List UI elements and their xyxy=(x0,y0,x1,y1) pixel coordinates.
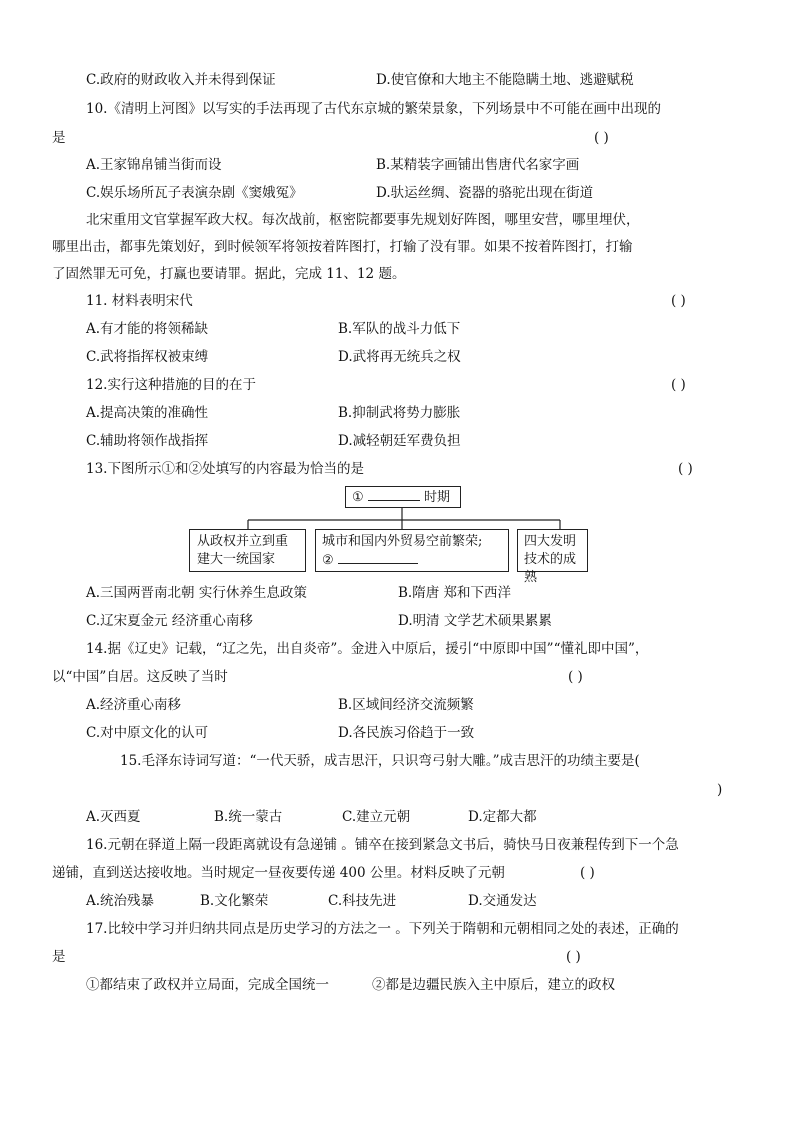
q12-stem: 12.实行这种措施的目的在于 xyxy=(86,377,256,393)
q10-option-a: A.王家锦帛铺当街而设 xyxy=(86,157,222,173)
diagram-box-economy-line1: 城市和国内外贸易空前繁荣; xyxy=(322,534,483,549)
q13-option-c: C.辽宋夏金元 经济重心南移 xyxy=(86,613,253,629)
q11-option-a: A.有才能的将领稀缺 xyxy=(86,321,209,337)
q9-option-d: D.使官僚和大地主不能隐瞒土地、逃避赋税 xyxy=(376,72,634,88)
q10-option-d: D.驮运丝绸、瓷器的骆驼出现在街道 xyxy=(376,185,594,201)
diagram-box-technology-text: 四大发明技术的成熟 xyxy=(524,534,577,585)
q17-stem-line2: 是 xyxy=(52,949,66,965)
q14-stem-line1: 14.据《辽史》记载，“辽之先，出自炎帝”。金进入中原后，援引“中原即中国”“懂礼即中国”， xyxy=(86,641,649,657)
q12-answer-paren: ( ) xyxy=(671,377,686,393)
q11-option-c: C.武将指挥权被束缚 xyxy=(86,349,209,365)
top-period-suffix: 时期 xyxy=(423,490,450,505)
q16-option-b: B.文化繁荣 xyxy=(200,893,269,909)
q16-option-c: C.科技先进 xyxy=(328,893,397,909)
q10-option-b: B.某精装字画铺出售唐代名家字画 xyxy=(376,157,580,173)
q12-option-c: C.辅助将领作战指挥 xyxy=(86,433,209,449)
q13-option-b: B.隋唐 郑和下西洋 xyxy=(398,585,512,601)
blank-1 xyxy=(368,488,420,501)
q10-answer-paren: ( ) xyxy=(594,130,609,146)
q15-option-d: D.定都大都 xyxy=(468,809,537,825)
q17-stem-line1: 17.比较中学习并归纳共同点是历史学习的方法之一 。下列关于隋朝和元朝相同之处的表述，正确的 xyxy=(86,921,679,937)
blank-2-marker: ② xyxy=(322,553,334,568)
diagram-top-box xyxy=(345,486,461,508)
q16-option-a: A.统治残暴 xyxy=(86,893,155,909)
q13-stem: 13.下图所示①和②处填写的内容最为恰当的是 xyxy=(86,461,364,477)
q15-stem: 15.毛泽东诗词写道：“一代天骄，成吉思汗，只识弯弓射大雕。”成吉思汗的功绩主要是( xyxy=(120,753,640,769)
q15-option-c: C.建立元朝 xyxy=(342,809,411,825)
q17-item-1: ①都结束了政权并立局面，完成全国统一 xyxy=(86,977,329,993)
q11-answer-paren: ( ) xyxy=(671,293,686,309)
q15-option-a: A.灭西夏 xyxy=(86,809,141,825)
q16-option-d: D.交通发达 xyxy=(468,893,537,909)
q13-option-a: A.三国两晋南北朝 实行休养生息政策 xyxy=(86,585,307,601)
material-line1: 北宋重用文官掌握军政大权。每次战前，枢密院都要事先规划好阵图，哪里安营，哪里埋伏， xyxy=(86,212,640,228)
material-line3: 了固然罪无可免，打赢也要请罪。据此，完成 11、12 题。 xyxy=(52,266,406,282)
diagram-box-politics-text: 从政权并立到重建大一统国家 xyxy=(197,534,289,567)
q12-option-b: B.抑制武将势力膨胀 xyxy=(338,405,461,421)
q13-answer-paren: ( ) xyxy=(678,461,693,477)
q16-answer-paren: ( ) xyxy=(580,865,595,881)
diagram-top-label xyxy=(352,488,450,507)
diagram-box-politics xyxy=(189,529,306,572)
q10-stem-line2: 是 xyxy=(52,130,66,146)
q12-option-a: A.提高决策的准确性 xyxy=(86,405,209,421)
q11-stem: 11. 材料表明宋代 xyxy=(86,293,193,309)
diagram-box-economy-line2 xyxy=(322,551,418,570)
material-line2: 哪里出击，都事先策划好，到时候领军将领按着阵图打，打输了没有罪。如果不按着阵图打，打输 xyxy=(52,239,633,255)
q11-option-d: D.武将再无统兵之权 xyxy=(338,349,461,365)
q12-option-d: D.减轻朝廷军费负担 xyxy=(338,433,461,449)
q14-option-a: A.经济重心南移 xyxy=(86,697,182,713)
q10-option-c: C.娱乐场所瓦子表演杂剧《窦娥冤》 xyxy=(86,185,303,201)
q15-answer-paren-close: ) xyxy=(717,782,723,798)
q10-stem-line1: 10.《清明上河图》以写实的手法再现了古代东京城的繁荣景象，下列场景中不可能在画中出现的 xyxy=(86,101,661,117)
q16-stem-line1: 16.元朝在驿道上隔一段距离就设有急递铺 。铺卒在接到紧急文书后，骑快马日夜兼程传到下一个急 xyxy=(86,837,679,853)
diagram-box-economy xyxy=(315,529,509,572)
q14-option-c: C.对中原文化的认可 xyxy=(86,725,209,741)
blank-1-marker: ① xyxy=(352,490,364,505)
q9-option-c: C.政府的财政收入并未得到保证 xyxy=(86,72,276,88)
q13-option-d: D.明清 文学艺术硕果累累 xyxy=(398,613,552,629)
q14-answer-paren: ( ) xyxy=(568,669,583,685)
q11-option-b: B.军队的战斗力低下 xyxy=(338,321,461,337)
q17-item-2: ②都是边疆民族入主中原后，建立的政权 xyxy=(372,977,615,993)
blank-2 xyxy=(338,551,418,564)
q17-answer-paren: ( ) xyxy=(566,949,581,965)
diagram-box-technology xyxy=(517,529,588,585)
q14-stem-line2: 以“中国”自居。这反映了当时 xyxy=(52,669,228,685)
q15-option-b: B.统一蒙古 xyxy=(214,809,283,825)
q14-option-b: B.区域间经济交流频繁 xyxy=(338,697,474,713)
q14-option-d: D.各民族习俗趋于一致 xyxy=(338,725,475,741)
q16-stem-line2: 递铺，直到送达接收地。当时规定一昼夜要传递 400 公里。材料反映了元朝 xyxy=(52,865,505,881)
